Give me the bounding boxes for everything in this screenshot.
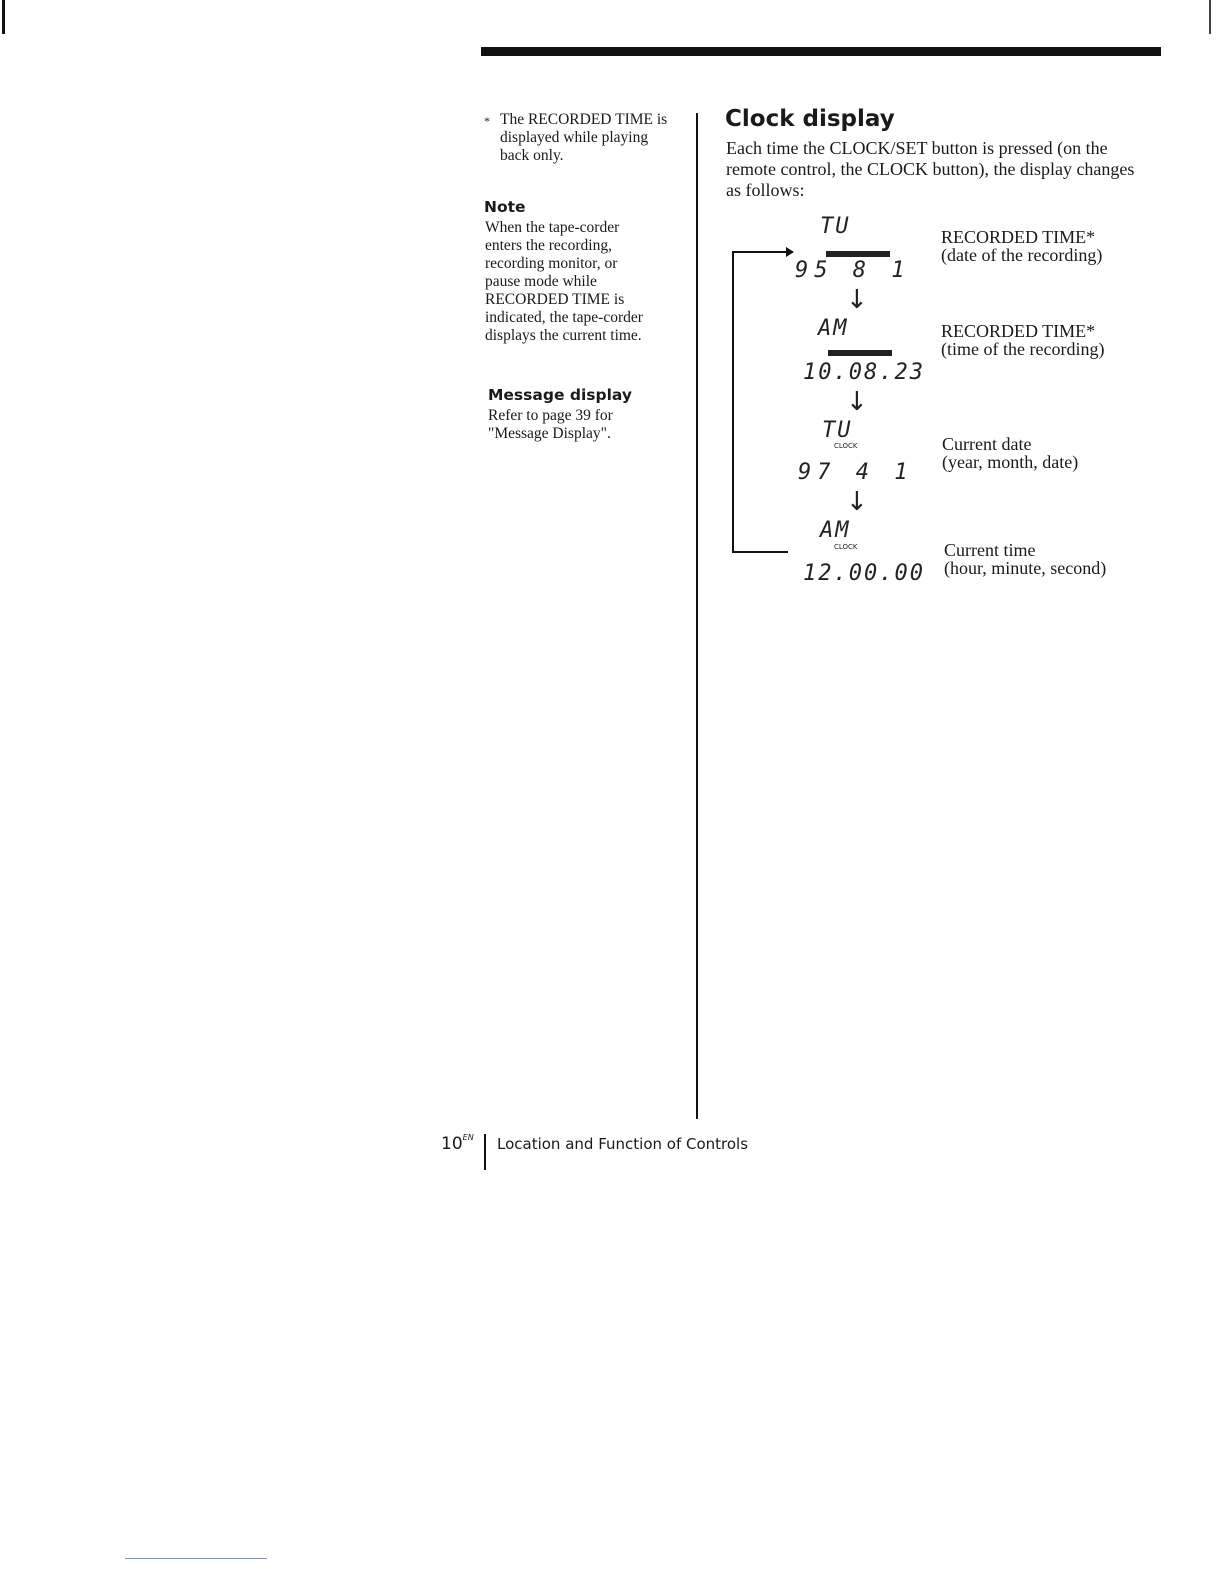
footnote-marker: * [484, 114, 490, 128]
lcd-time-2: 10.08.23 [803, 360, 925, 385]
recorded-time-indicator-1 [826, 251, 890, 257]
display-2-label: RECORDED TIME* [941, 321, 1096, 341]
display-1-sub: (date of the recording) [941, 245, 1103, 265]
display-3-label: Current date [942, 434, 1032, 454]
lcd-date-1: 95 8 1 [795, 258, 911, 283]
display-1-label: RECORDED TIME* [941, 227, 1096, 247]
column-divider [696, 113, 698, 1119]
lcd-day-1: TU [820, 214, 851, 239]
page-number-suffix: EN [462, 1133, 474, 1142]
page-edge-mark-left [2, 0, 5, 34]
arrow-down-icon-1: ↓ [846, 285, 868, 315]
page-number [441, 1133, 474, 1154]
recorded-time-indicator-2 [828, 350, 892, 356]
cycle-bracket [726, 240, 796, 580]
display-4-sub: (hour, minute, second) [944, 558, 1107, 578]
lcd-date-3: 97 4 1 [798, 460, 914, 485]
clock-indicator-4: CLOCK [834, 543, 858, 551]
arrow-down-icon-2: ↓ [846, 387, 868, 417]
display-4-label: Current time [944, 540, 1036, 560]
section-title: Clock display [725, 106, 895, 132]
display-2-sub: (time of the recording) [941, 339, 1105, 359]
clock-indicator-3: CLOCK [834, 442, 858, 450]
message-display-heading: Message display [488, 386, 632, 404]
note-text: When the tape-corder enters the recording, recording monitor, or pause mode while RECORDED TIME is indicated, the tape-corder displays the current time. [485, 219, 643, 344]
message-display-text: Refer to page 39 for "Message Display". [488, 407, 613, 442]
note-heading: Note [484, 198, 526, 216]
page-number-value: 10 [441, 1134, 463, 1154]
display-3-sub: (year, month, date) [942, 452, 1079, 472]
header-rule [481, 47, 1161, 56]
lcd-ampm-4: AM [820, 518, 851, 543]
arrow-down-icon-3: ↓ [846, 487, 868, 517]
page-edge-mark-right [1209, 0, 1211, 34]
section-intro: Each time the CLOCK/SET button is pressed (on the remote control, the CLOCK button), the display changes as follows: [726, 138, 1135, 200]
footer-section-title: Location and Function of Controls [497, 1135, 749, 1153]
lcd-ampm-2: AM [818, 316, 849, 341]
lcd-day-3: TU [822, 418, 853, 443]
footnote-text: The RECORDED TIME is displayed while playing back only. [500, 111, 668, 164]
lcd-time-4: 12.00.00 [803, 561, 925, 586]
scan-underline-mark [125, 1558, 267, 1559]
footer-rule [484, 1134, 486, 1170]
